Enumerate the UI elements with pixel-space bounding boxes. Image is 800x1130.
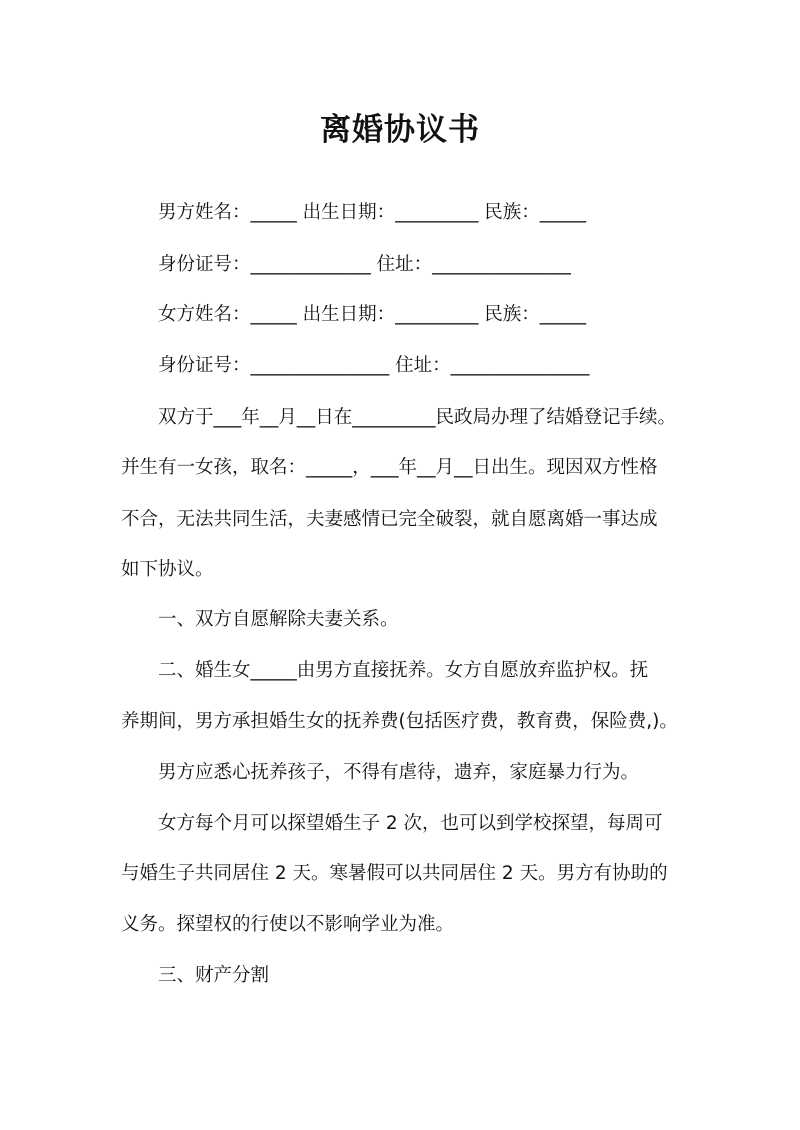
- paragraph-line: 不合，无法共同生活，夫妻感情已完全破裂，就自愿离婚一事达成: [121, 509, 658, 530]
- paragraph-line: 义务。探望权的行使以不影响学业为准。: [121, 914, 455, 935]
- female-info-line: 女方姓名：_____ 出生日期：_________ 民族：_____: [158, 304, 587, 325]
- paragraph-line: 女方每个月可以探望婚生子 2 次，也可以到学校探望，每周可: [158, 813, 663, 834]
- clause-one-line: 一、双方自愿解除夫妻关系。: [158, 609, 399, 630]
- paragraph-line: 与婚生子共同居住 2 天。寒暑假可以共同居住 2 天。男方有协助的: [121, 863, 668, 884]
- paragraph-line: 双方于___年__月__日在_________民政局办理了结婚登记手续。: [158, 407, 677, 428]
- clause-two-line: 二、婚生女_____由男方直接抚养。女方自愿放弃监护权。抚: [158, 660, 649, 681]
- paragraph-line: 并生有一女孩，取名：_____，___年__月__日出生。现因双方性格: [121, 457, 658, 478]
- paragraph-line: 养期间，男方承担婚生女的抚养费(包括医疗费，教育费，保险费,)。: [121, 711, 678, 732]
- clause-three-heading: 三、财产分割: [158, 965, 270, 986]
- paragraph-line: 如下协议。: [121, 559, 214, 580]
- male-info-line: 男方姓名：_____ 出生日期：_________ 民族：_____: [158, 202, 587, 223]
- document-title: 离婚协议书: [320, 112, 480, 148]
- paragraph-line: 男方应悉心抚养孩子，不得有虐待，遗弃，家庭暴力行为。: [158, 762, 640, 783]
- male-id-address-line: 身份证号：_____________ 住址：_______________: [158, 254, 571, 275]
- female-id-address-line: 身份证号：_______________ 住址：_______________: [158, 355, 590, 376]
